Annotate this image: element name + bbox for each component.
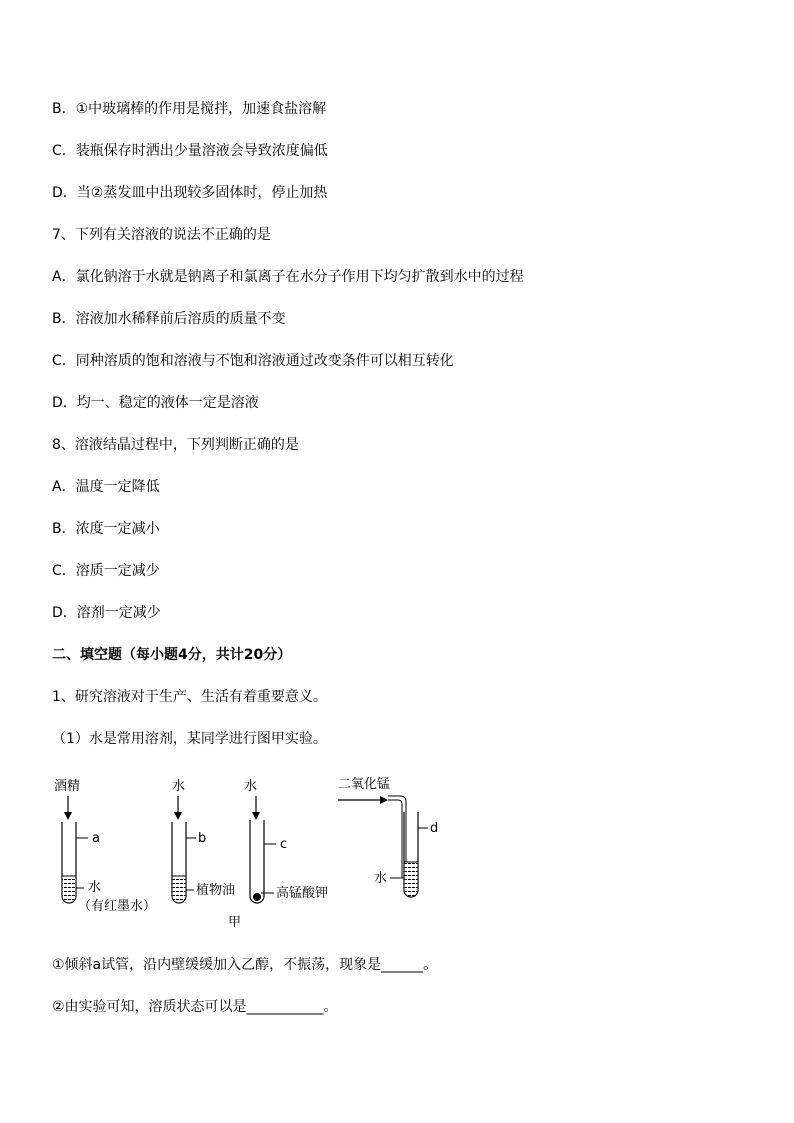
fill-in-question-1: 1、研究溶液对于生产、生活有着重要意义。 (52, 689, 327, 705)
option-a-q8: A．温度一定降低 (52, 479, 160, 495)
option-d-q6: D．当②蒸发皿中出现较多固体时，停止加热 (52, 185, 328, 201)
tube-a-content-label: 水 (88, 880, 102, 895)
arrow-down-icon (174, 812, 182, 820)
test-tube-b (172, 778, 235, 903)
tube-b-label: b (198, 831, 207, 846)
test-tube-c (244, 778, 328, 903)
option-c-q8: C．溶质一定减少 (52, 563, 160, 579)
option-d-q8: D．溶剂一定减少 (52, 605, 161, 621)
sub-question-1: （1）水是常用溶剂，某同学进行图甲实验。 (52, 731, 327, 747)
arrow-down-icon (252, 812, 260, 820)
experiment-diagram (48, 770, 468, 940)
tube-b-content-label: 植物油 (196, 883, 236, 898)
tube-a-content-note: （有红墨水） (78, 899, 157, 914)
option-b-q8: B．浓度一定减小 (52, 521, 160, 537)
question-8: 8、溶液结晶过程中，下列判断正确的是 (52, 437, 299, 453)
potassium-permanganate-crystal (253, 893, 261, 901)
test-tube-d (338, 777, 438, 897)
tube-a-added-label: 酒精 (54, 779, 81, 794)
option-b-q6: B．①中玻璃棒的作用是搅拌，加速食盐溶解 (52, 101, 327, 117)
sub-question-1-2: ②由实验可知，溶质状态可以是___________。 (52, 999, 338, 1015)
option-b-q7: B．溶液加水稀释前后溶质的质量不变 (52, 311, 286, 327)
tube-c-content-label: 高锰酸钾 (276, 886, 329, 901)
tube-d-water-label: 水 (374, 871, 388, 886)
option-c-q7: C．同种溶质的饱和溶液与不饱和溶液通过改变条件可以相互转化 (52, 353, 454, 369)
tube-b-added-label: 水 (172, 779, 186, 794)
option-d-q7: D．均一、稳定的液体一定是溶液 (52, 395, 259, 411)
test-tube-a (54, 778, 156, 914)
experiment-figure-jia (48, 770, 468, 940)
figure-caption: 甲 (228, 915, 242, 930)
tube-d-added-label: 二氧化锰 (338, 777, 391, 792)
question-7: 7、下列有关溶液的说法不正确的是 (52, 227, 271, 243)
arrow-down-icon (64, 812, 72, 820)
tube-d-label: d (430, 821, 439, 836)
tube-c-added-label: 水 (244, 779, 258, 794)
option-c-q6: C．装瓶保存时洒出少量溶液会导致浓度偏低 (52, 143, 328, 159)
tube-a-label: a (92, 831, 100, 846)
arrow-right-icon (380, 796, 388, 804)
sub-question-1-1: ①倾斜a试管，沿内壁缓缓加入乙醇，不振荡，现象是______。 (52, 957, 438, 973)
tube-c-label: c (280, 837, 288, 852)
section-heading-fill-in: 二、填空题（每小题4分，共计20分） (52, 647, 292, 663)
option-a-q7: A．氯化钠溶于水就是钠离子和氯离子在水分子作用下均匀扩散到水中的过程 (52, 269, 524, 285)
